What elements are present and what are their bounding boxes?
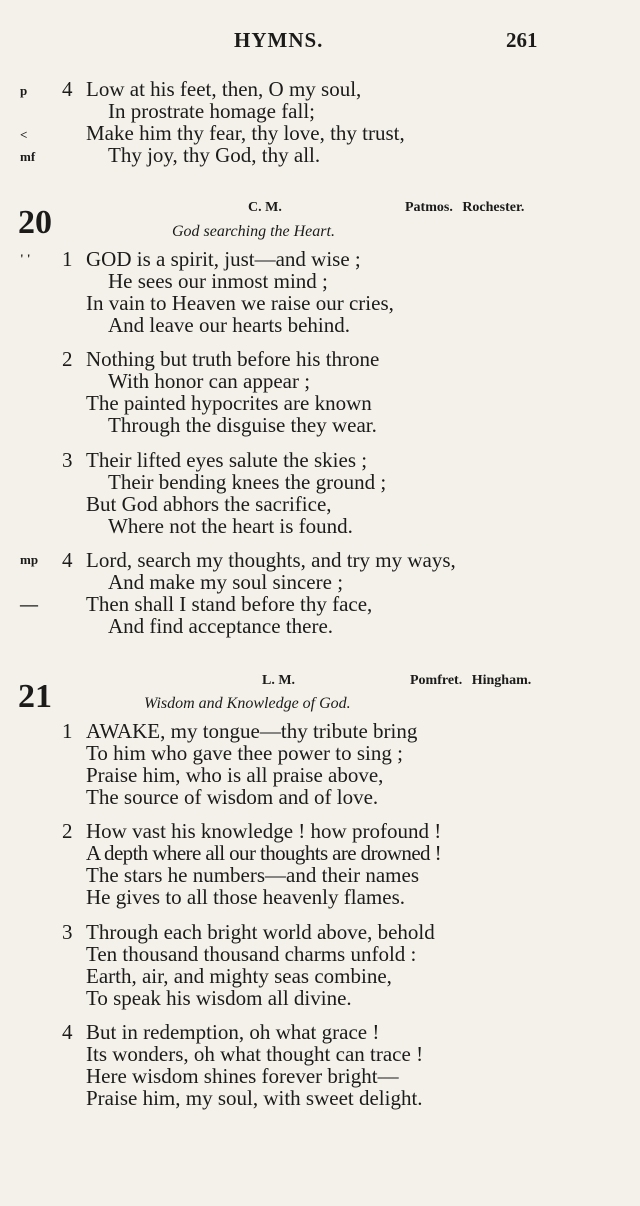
verse-line: AWAKE, my tongue—thy tribute bring	[86, 719, 418, 743]
verse-line: Make him thy fear, thy love, thy trust,	[86, 121, 405, 145]
verse-number: 1	[62, 719, 73, 743]
verse-line: Where not the heart is found.	[108, 514, 353, 538]
verse-number: 2	[62, 347, 73, 371]
verse-line: GOD is a spirit, just—and wise ;	[86, 247, 361, 271]
verse-line: Nothing but truth before his throne	[86, 347, 380, 371]
hymn-subject: God searching the Heart.	[172, 223, 335, 240]
hymn-meter: L. M.	[262, 673, 296, 688]
verse-line: The stars he numbers—and their names	[86, 863, 419, 887]
verse-line: Through each bright world above, behold	[86, 920, 435, 944]
verse-line: With honor can appear ;	[108, 369, 311, 393]
hymn-number: 20	[18, 204, 52, 241]
dynamic-mark: p	[20, 83, 28, 98]
dynamic-mark: —	[20, 594, 38, 614]
verse-line: Through the disguise they wear.	[108, 413, 377, 437]
verse-line: Thy joy, thy God, thy all.	[108, 143, 321, 167]
verse-line: Their bending knees the ground ;	[108, 470, 387, 494]
hymn-number: 21	[18, 678, 52, 715]
hymn-tunes: Patmos. Rochester.	[405, 200, 525, 215]
verse-line: Its wonders, oh what thought can trace !	[86, 1042, 424, 1066]
dynamic-mark: mf	[20, 149, 36, 164]
verse-number: 4	[62, 77, 73, 101]
verse-line: In vain to Heaven we raise our cries,	[86, 291, 394, 315]
hymn-meter: C. M.	[248, 200, 282, 215]
verse-number: 3	[62, 448, 73, 472]
verse-line: Low at his feet, then, O my soul,	[86, 77, 362, 101]
verse-line: He sees our inmost mind ;	[108, 269, 328, 293]
verse-line: The painted hypocrites are known	[86, 391, 372, 415]
verse-line: To speak his wisdom all divine.	[86, 986, 352, 1010]
verse-line: And make my soul sincere ;	[108, 570, 344, 594]
hymn-tunes: Pomfret. Hingham.	[410, 673, 532, 688]
running-title: HYMNS.	[234, 28, 324, 52]
verse-line: To him who gave thee power to sing ;	[86, 741, 403, 765]
verse-line: Earth, air, and mighty seas combine,	[86, 964, 392, 988]
verse-line: How vast his knowledge ! how profound !	[86, 819, 442, 843]
dynamic-mark: <	[20, 127, 28, 142]
hymn-subject: Wisdom and Knowledge of God.	[144, 695, 351, 712]
verse-line: But in redemption, oh what grace !	[86, 1020, 380, 1044]
verse-line: And find acceptance there.	[108, 614, 334, 638]
verse-line: He gives to all those heavenly flames.	[86, 885, 405, 909]
verse-number: 4	[62, 548, 73, 572]
verse-line: Praise him, my soul, with sweet delight.	[86, 1086, 423, 1110]
verse-number: 4	[62, 1020, 73, 1044]
verse-line: Lord, search my thoughts, and try my ways,	[86, 548, 456, 572]
running-head	[0, 28, 640, 58]
verse-line: Ten thousand thousand charms unfold :	[86, 942, 417, 966]
verse-line: Here wisdom shines forever bright—	[86, 1064, 399, 1088]
verse-line: Their lifted eyes salute the skies ;	[86, 448, 368, 472]
verse-number: 1	[62, 247, 73, 271]
dynamic-mark: ' '	[20, 251, 31, 266]
page-number: 261	[506, 28, 538, 52]
verse-line: And leave our hearts behind.	[108, 313, 351, 337]
verse-line: Praise him, who is all praise above,	[86, 763, 384, 787]
verse-number: 3	[62, 920, 73, 944]
verse-line: Then shall I stand before thy face,	[86, 592, 373, 616]
verse-line: In prostrate homage fall;	[108, 99, 316, 123]
verse-line: But God abhors the sacrifice,	[86, 492, 332, 516]
verse-line: A depth where all our thoughts are drowned !	[86, 841, 441, 865]
verse-number: 2	[62, 819, 73, 843]
verse-line: The source of wisdom and of love.	[86, 785, 379, 809]
dynamic-mark: mp	[20, 552, 39, 567]
